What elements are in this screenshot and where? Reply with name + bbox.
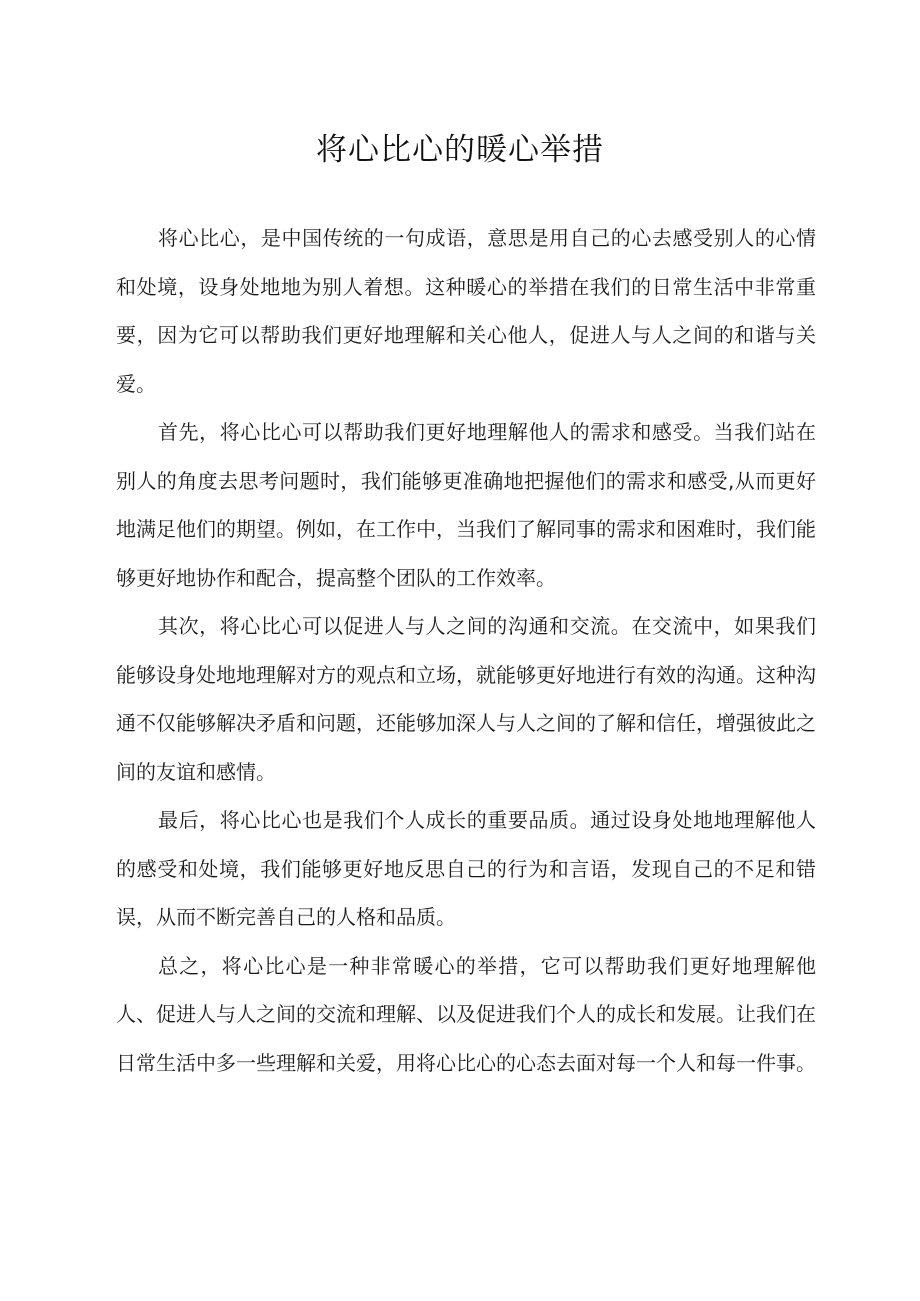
paragraph-4: 最后，将心比心也是我们个人成长的重要品质。通过设身处地地理解他人的感受和处境，我们能够更好地反思自己的行为和言语，发现自己的不足和错误，从而不断完善自己的人格和品质。 bbox=[116, 808, 816, 929]
paragraph-2: 首先，将心比心可以帮助我们更好地理解他人的需求和感受。当我们站在别人的角度去思考问题时，我们能够更准确地把握他们的需求和感受,从而更好地满足他们的期望。例如，在工作中，当我们了解同事的需求和困难时，我们能够更好地协作和配合，提高整个团队的工作效率。 bbox=[116, 420, 816, 590]
paragraph-5: 总之，将心比心是一种非常暖心的举措，它可以帮助我们更好地理解他人、促进人与人之间的交流和理解、以及促进我们个人的成长和发展。让我们在日常生活中多一些理解和关爱，用将心比心的心态去面对每一个人和每一件事。 bbox=[116, 953, 816, 1075]
paragraph-3: 其次，将心比心可以促进人与人之间的沟通和交流。在交流中，如果我们能够设身处地地理解对方的观点和立场，就能够更好地进行有效的沟通。这种沟通不仅能够解决矛盾和问题，还能够加深人与人之间的了解和信任，增强彼此之间的友谊和感情。 bbox=[116, 614, 816, 784]
document-body bbox=[116, 214, 816, 1087]
paragraph-1: 将心比心，是中国传统的一句成语，意思是用自己的心去感受别人的心情和处境，设身处地地为别人着想。这种暖心的举措在我们的日常生活中非常重要，因为它可以帮助我们更好地理解和关心他人，促进人与人之间的和谐与关爱。 bbox=[116, 226, 816, 396]
page-title: 将心比心的暖心举措 bbox=[316, 132, 604, 168]
